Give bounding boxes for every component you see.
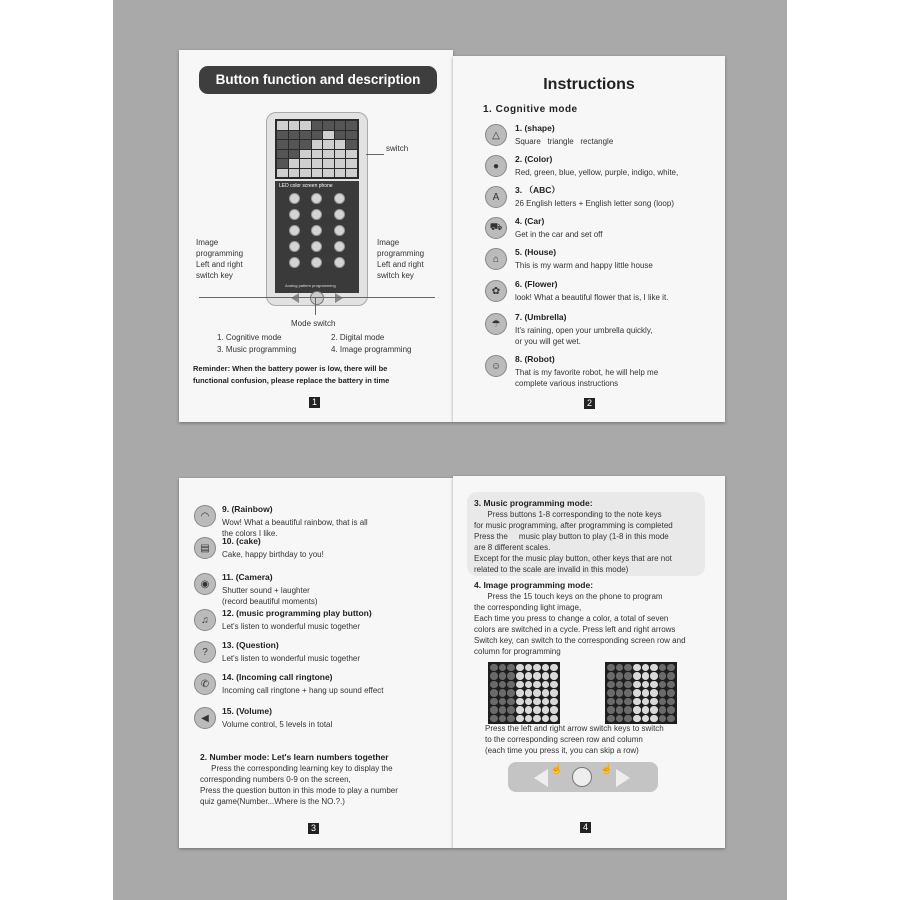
led-dot xyxy=(607,664,615,671)
led-dot xyxy=(542,715,550,722)
item-heading: 2. (Color) xyxy=(515,154,553,164)
screen-pixel xyxy=(312,159,323,168)
led-dot xyxy=(507,672,515,679)
phone-key[interactable] xyxy=(311,257,322,268)
led-dot xyxy=(616,664,624,671)
screen-pixel xyxy=(289,140,300,149)
pointer-icon: ☝ xyxy=(550,764,563,775)
phone-small-label: Analog pattern programming xyxy=(285,283,336,288)
screen-pixel xyxy=(346,121,357,130)
item-description: Get in the car and set off xyxy=(515,230,603,239)
item-description: look! What a beautiful flower that is, I like it. xyxy=(515,293,669,302)
led-dot xyxy=(499,706,507,713)
phone-label: LED color screen phone xyxy=(279,183,333,189)
screen-pixel xyxy=(300,131,311,140)
led-dot xyxy=(533,715,541,722)
screen-pixel xyxy=(346,150,357,159)
umbrella-icon: ☂ xyxy=(485,313,507,335)
arrow-keys-illustration xyxy=(508,762,658,792)
led-dot xyxy=(533,681,541,688)
question-icon: ? xyxy=(194,641,216,663)
music-mode-text: Press buttons 1-8 corresponding to the note keys for music programming, after programming is completed Press the music play button to play (1-8 in this mode are 8 different scales. Except for the music play button, other keys that are not related to the scale are invalid in this mode) xyxy=(474,510,673,574)
led-dot xyxy=(659,664,667,671)
reminder-text: Reminder: When the battery power is low, there will be xyxy=(193,364,388,373)
right-arrow-key[interactable] xyxy=(335,293,343,303)
led-dot xyxy=(525,689,533,696)
led-dot xyxy=(550,715,558,722)
robot-icon: ☺ xyxy=(485,355,507,377)
item-description: Let's listen to wonderful music together xyxy=(222,622,361,631)
mode-switch-pointer xyxy=(315,297,316,315)
item-description: Let's listen to wonderful music together xyxy=(222,654,361,663)
led-dot xyxy=(616,681,624,688)
led-dot xyxy=(607,715,615,722)
music-mode-heading: 3. Music programming mode: xyxy=(474,498,593,508)
phone-key[interactable] xyxy=(289,193,300,204)
led-dot xyxy=(667,689,675,696)
led-dot xyxy=(667,706,675,713)
led-dot xyxy=(659,706,667,713)
led-dot xyxy=(667,681,675,688)
led-dot xyxy=(607,681,615,688)
mode-item: 4. Image programming xyxy=(331,345,412,354)
led-dot xyxy=(642,706,650,713)
left-arrow-key[interactable] xyxy=(534,769,548,787)
phone-key[interactable] xyxy=(334,225,345,236)
item-description: Incoming call ringtone + hang up sound effect xyxy=(222,686,384,695)
screen-pixel xyxy=(277,150,288,159)
item-description: Shutter sound + laughter (record beautiful moments) xyxy=(222,586,318,606)
phone-key[interactable] xyxy=(311,193,322,204)
led-dot xyxy=(490,681,498,688)
item-description: That is my favorite robot, he will help me complete various instructions xyxy=(515,368,659,388)
led-dot xyxy=(616,715,624,722)
reminder-text: functional confusion, please replace the battery in time xyxy=(193,376,390,385)
camera-icon: ◉ xyxy=(194,573,216,595)
led-dot xyxy=(633,689,641,696)
led-dot xyxy=(650,664,658,671)
left-label-line: programming xyxy=(196,249,244,258)
led-dot xyxy=(650,681,658,688)
led-dot xyxy=(490,689,498,696)
led-dot xyxy=(525,664,533,671)
led-dot xyxy=(624,706,632,713)
led-dot xyxy=(507,698,515,705)
led-dot xyxy=(490,715,498,722)
screen-pixel xyxy=(346,169,357,178)
led-dot xyxy=(542,664,550,671)
led-dot xyxy=(659,681,667,688)
led-dot xyxy=(616,706,624,713)
screen-pixel xyxy=(312,150,323,159)
house-icon: ⌂ xyxy=(485,248,507,270)
screen-pixel xyxy=(277,159,288,168)
led-dot xyxy=(659,672,667,679)
item-heading: 13. (Question) xyxy=(222,640,279,650)
right-label-line: switch key xyxy=(377,271,414,280)
screen-pixel xyxy=(277,131,288,140)
screen-pixel xyxy=(335,150,346,159)
led-dot xyxy=(516,715,524,722)
led-dot xyxy=(633,681,641,688)
item-description: Square triangle rectangle xyxy=(515,137,614,146)
right-label-line: Left and right xyxy=(377,260,424,269)
led-dot xyxy=(499,698,507,705)
led-dot xyxy=(607,698,615,705)
mode-switch-key[interactable] xyxy=(310,291,324,305)
mode-item: 2. Digital mode xyxy=(331,333,385,342)
phone-key[interactable] xyxy=(311,241,322,252)
led-dot xyxy=(659,698,667,705)
led-dot xyxy=(507,715,515,722)
led-dot xyxy=(525,698,533,705)
item-description: 26 English letters + English letter song (loop) xyxy=(515,199,674,208)
item-heading: 9. (Rainbow) xyxy=(222,504,273,514)
led-dot xyxy=(542,672,550,679)
rainbow-icon: ◠ xyxy=(194,505,216,527)
mode-item: 3. Music programming xyxy=(217,345,297,354)
led-dot xyxy=(533,689,541,696)
led-dot xyxy=(607,689,615,696)
page-number: 3 xyxy=(308,823,319,834)
led-dot xyxy=(650,706,658,713)
led-dot xyxy=(499,672,507,679)
shape-icon: △ xyxy=(485,124,507,146)
item-heading: 15. (Volume) xyxy=(222,706,272,716)
led-dot xyxy=(542,706,550,713)
led-dot xyxy=(650,715,658,722)
phone-body xyxy=(275,181,359,293)
item-heading: 10. (cake) xyxy=(222,536,261,546)
phone-key[interactable] xyxy=(289,257,300,268)
item-heading: 7. (Umbrella) xyxy=(515,312,567,322)
item-description: Volume control, 5 levels in total xyxy=(222,720,333,729)
screen-pixel xyxy=(323,121,334,130)
led-dot xyxy=(667,698,675,705)
led-grid-example xyxy=(488,662,560,724)
led-dot xyxy=(507,664,515,671)
led-dot xyxy=(607,672,615,679)
led-dot xyxy=(642,672,650,679)
led-dot xyxy=(490,706,498,713)
screen-pixel xyxy=(335,159,346,168)
led-dot xyxy=(624,715,632,722)
phone-key[interactable] xyxy=(289,225,300,236)
led-dot xyxy=(533,698,541,705)
phone-screen xyxy=(275,119,359,179)
led-dot xyxy=(490,698,498,705)
led-dot xyxy=(642,681,650,688)
phone-icon: ✆ xyxy=(194,673,216,695)
phone-key[interactable] xyxy=(311,209,322,220)
led-dot xyxy=(533,672,541,679)
led-dot xyxy=(490,664,498,671)
screen-pixel xyxy=(300,121,311,130)
right-label-line: Image xyxy=(377,238,400,247)
phone-key[interactable] xyxy=(334,193,345,204)
led-dot xyxy=(533,706,541,713)
screen-pixel xyxy=(346,131,357,140)
led-dot xyxy=(633,664,641,671)
number-mode-heading: 2. Number mode: Let's learn numbers together xyxy=(200,752,389,762)
led-dot xyxy=(516,698,524,705)
booklet-page-3 xyxy=(179,478,453,848)
mode-item: 1. Cognitive mode xyxy=(217,333,282,342)
led-dot xyxy=(525,715,533,722)
cake-icon: ▤ xyxy=(194,537,216,559)
led-dot xyxy=(633,706,641,713)
led-dot xyxy=(633,715,641,722)
led-dot xyxy=(650,689,658,696)
right-arrow-key[interactable] xyxy=(616,769,630,787)
screen-pixel xyxy=(289,159,300,168)
led-grid-example xyxy=(605,662,677,724)
item-heading: 6. (Flower) xyxy=(515,279,558,289)
screen-pixel xyxy=(323,131,334,140)
led-dot xyxy=(624,664,632,671)
image-mode-heading: 4. Image programming mode: xyxy=(474,580,594,590)
phone-illustration xyxy=(266,112,368,306)
led-dot xyxy=(507,689,515,696)
item-heading: 14. (Incoming call ringtone) xyxy=(222,672,333,682)
booklet-page-1 xyxy=(179,50,453,422)
led-dot xyxy=(525,706,533,713)
led-dot xyxy=(659,715,667,722)
led-dot xyxy=(607,706,615,713)
led-dot xyxy=(624,698,632,705)
led-dot xyxy=(550,706,558,713)
led-dot xyxy=(650,698,658,705)
phone-key[interactable] xyxy=(311,225,322,236)
car-icon: ⛟ xyxy=(485,217,507,239)
led-dot xyxy=(516,689,524,696)
page-number: 2 xyxy=(584,398,595,409)
right-label xyxy=(377,237,424,281)
left-label xyxy=(196,237,243,281)
led-dot xyxy=(667,672,675,679)
led-dot xyxy=(650,672,658,679)
mode-switch-key[interactable] xyxy=(572,767,592,787)
led-dot xyxy=(642,698,650,705)
item-description: Cake, happy birthday to you! xyxy=(222,550,324,559)
item-heading: 4. (Car) xyxy=(515,216,545,226)
screen-pixel xyxy=(277,169,288,178)
screen-pixel xyxy=(277,140,288,149)
screen-pixel xyxy=(323,140,334,149)
phone-key[interactable] xyxy=(289,209,300,220)
page-title: Instructions xyxy=(543,76,635,93)
screen-pixel xyxy=(335,169,346,178)
mode-switch-label: Mode switch xyxy=(291,319,336,328)
left-arrow-key[interactable] xyxy=(291,293,299,303)
led-dot xyxy=(550,681,558,688)
item-description: This is my warm and happy little house xyxy=(515,261,653,270)
led-dot xyxy=(542,681,550,688)
right-label-line: programming xyxy=(377,249,425,258)
led-dot xyxy=(542,689,550,696)
page-number: 4 xyxy=(580,822,591,833)
led-dot xyxy=(499,681,507,688)
phone-key[interactable] xyxy=(289,241,300,252)
music-note-icon: ♫ xyxy=(194,609,216,631)
screen-pixel xyxy=(346,159,357,168)
led-dot xyxy=(633,698,641,705)
led-dot xyxy=(516,664,524,671)
item-description: It's raining, open your umbrella quickly, or you will get wet. xyxy=(515,326,653,346)
abc-icon: A xyxy=(485,186,507,208)
section-heading: 1. Cognitive mode xyxy=(483,104,578,115)
volume-icon: ◀ xyxy=(194,707,216,729)
screen-pixel xyxy=(323,169,334,178)
page-title: Button function and description xyxy=(199,66,437,94)
left-label-line: Image xyxy=(196,238,219,247)
phone-key[interactable] xyxy=(334,257,345,268)
screen-pixel xyxy=(335,131,346,140)
screen-pixel xyxy=(312,140,323,149)
led-dot xyxy=(642,689,650,696)
led-dot xyxy=(624,681,632,688)
phone-key[interactable] xyxy=(334,209,345,220)
screen-pixel xyxy=(312,121,323,130)
led-dot xyxy=(624,689,632,696)
led-dot xyxy=(616,672,624,679)
led-dot xyxy=(525,672,533,679)
led-dot xyxy=(616,698,624,705)
screen-pixel xyxy=(312,169,323,178)
item-heading: 8. (Robot) xyxy=(515,354,555,364)
pointer-icon: ☝ xyxy=(600,764,613,775)
page-number: 1 xyxy=(309,397,320,408)
led-dot xyxy=(642,664,650,671)
screen-pixel xyxy=(300,150,311,159)
item-heading: 11. (Camera) xyxy=(222,572,273,582)
led-dot xyxy=(542,698,550,705)
led-dot xyxy=(507,706,515,713)
divider-line xyxy=(199,297,435,298)
led-dot xyxy=(516,672,524,679)
led-dot xyxy=(525,681,533,688)
led-dot xyxy=(550,698,558,705)
led-dot xyxy=(642,715,650,722)
booklet-page-4 xyxy=(453,476,725,848)
screen-pixel xyxy=(289,121,300,130)
screen-pixel xyxy=(323,150,334,159)
led-dot xyxy=(499,664,507,671)
number-mode-text: Press the corresponding learning key to display the corresponding numbers 0-9 on the screen, Press the question button in this mode to play a number quiz game(Number...Where is the NO.?.) xyxy=(200,764,398,806)
arrow-switch-text: Press the left and right arrow switch keys to switch to the corresponding screen row and column (each time you press it, you can skip a row) xyxy=(485,724,664,755)
image-mode-text: Press the 15 touch keys on the phone to program the corresponding light image, Each time you press to change a color, a total of seven colors are switched in a cycle. Press left and right arrows Switch key, can switch to the corresponding screen row and column for programming xyxy=(474,592,686,656)
led-dot xyxy=(659,689,667,696)
switch-pointer-line xyxy=(366,154,384,155)
phone-keypad xyxy=(283,193,351,268)
led-dot xyxy=(633,672,641,679)
screen-pixel xyxy=(289,150,300,159)
booklet-page-2 xyxy=(453,56,725,422)
phone-key[interactable] xyxy=(334,241,345,252)
screen-pixel xyxy=(312,131,323,140)
item-heading: 1. (shape) xyxy=(515,123,555,133)
screen-pixel xyxy=(277,121,288,130)
led-dot xyxy=(550,672,558,679)
screen-pixel xyxy=(346,140,357,149)
screen-pixel xyxy=(335,140,346,149)
left-label-line: switch key xyxy=(196,271,233,280)
item-heading: 3. （ABC） xyxy=(515,185,560,195)
switch-label: switch xyxy=(386,144,409,153)
led-dot xyxy=(667,715,675,722)
led-dot xyxy=(550,664,558,671)
screen-pixel xyxy=(300,140,311,149)
led-dot xyxy=(490,672,498,679)
screen-pixel xyxy=(300,169,311,178)
led-dot xyxy=(507,681,515,688)
color-icon: ● xyxy=(485,155,507,177)
flower-icon: ✿ xyxy=(485,280,507,302)
led-dot xyxy=(667,664,675,671)
screen-pixel xyxy=(323,159,334,168)
screen-pixel xyxy=(289,131,300,140)
led-dot xyxy=(616,689,624,696)
screen-pixel xyxy=(289,169,300,178)
item-description: Red, green, blue, yellow, purple, indigo, white, xyxy=(515,168,679,177)
led-dot xyxy=(516,706,524,713)
screen-pixel xyxy=(335,121,346,130)
led-dot xyxy=(550,689,558,696)
led-dot xyxy=(499,715,507,722)
item-heading: 5. (House) xyxy=(515,247,557,257)
screen-pixel xyxy=(300,159,311,168)
led-dot xyxy=(624,672,632,679)
led-dot xyxy=(499,689,507,696)
item-description: Wow! What a beautiful rainbow, that is all the colors I like. xyxy=(222,518,368,538)
led-dot xyxy=(516,681,524,688)
item-heading: 12. (music programming play button) xyxy=(222,608,372,618)
led-dot xyxy=(533,664,541,671)
left-label-line: Left and right xyxy=(196,260,243,269)
